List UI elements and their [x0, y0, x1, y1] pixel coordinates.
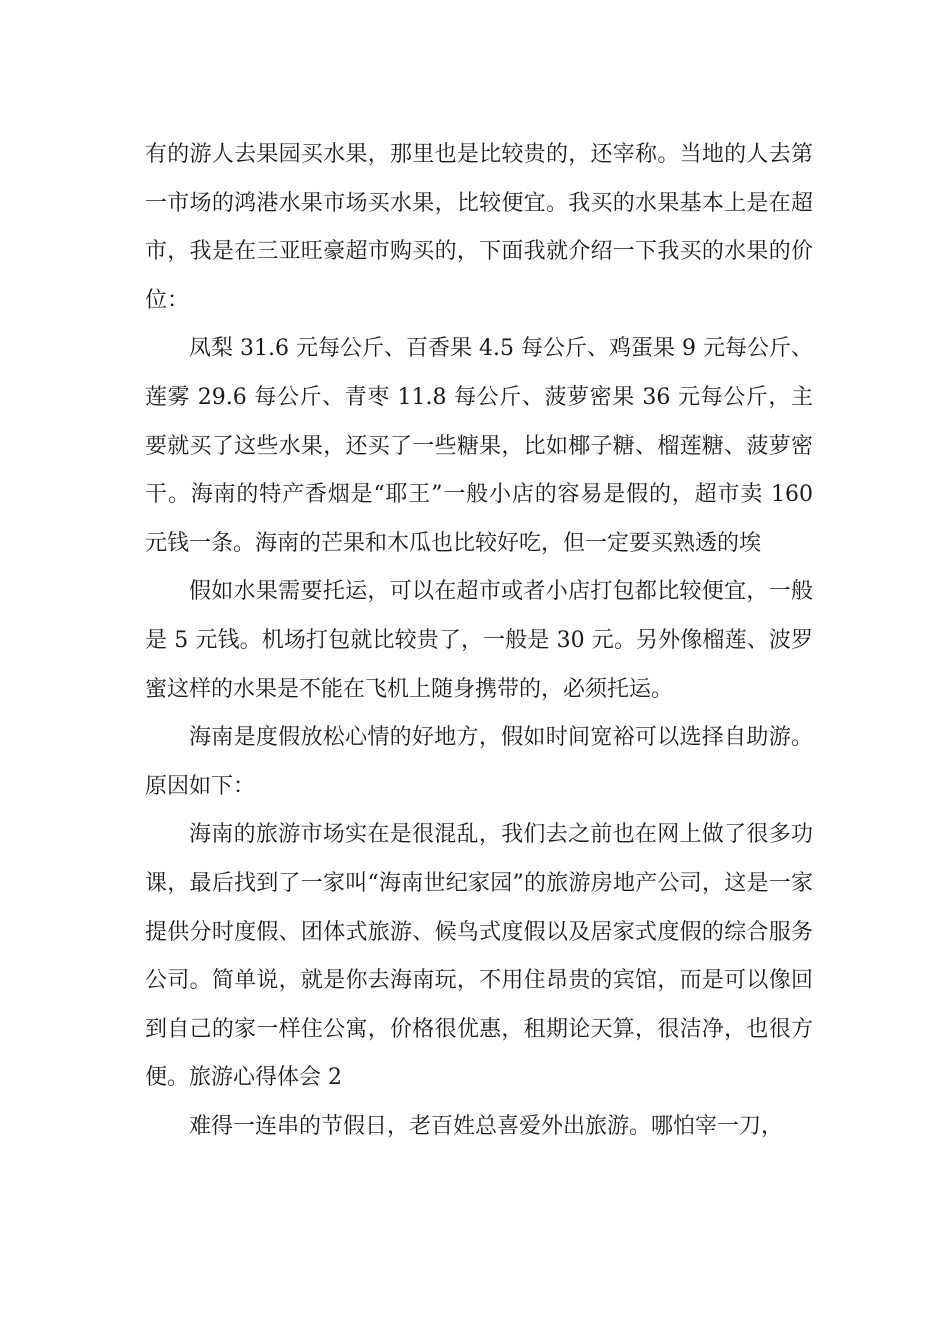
paragraph-shipping: 假如水果需要托运，可以在超市或者小店打包都比较便宜，一般是 5 元钱。机场打包就比较贵了，一般是 30 元。另外像榴莲、波罗蜜这样的水果是不能在飞机上随身携带的，必须托运。: [145, 579, 813, 702]
paragraph-fruit-prices: 凤梨 31.6 元每公斤、百香果 4.5 每公斤、鸡蛋果 9 元每公斤、莲雾 29.6 每公斤、青枣 11.8 每公斤、菠萝密果 36 元每公斤，主要就买了这些水果，还买了一些糖果，比如椰子糖、榴莲糖、菠萝密干。海南的特产香烟是“耶王”一般小店的容易是假的，超市卖 160 元钱一条。海南的芒果和木瓜也比较好吃，但一定要买熟透的埃: [145, 336, 813, 556]
document-body: [145, 131, 813, 1151]
paragraph-tourism-market: 海南的旅游市场实在是很混乱，我们去之前也在网上做了很多功课，最后找到了一家叫“海南世纪家园”的旅游房地产公司，这是一家提供分时度假、团体式旅游、候鸟式度假以及居家式度假的综合服务公司。简单说，就是你去海南玩，不用住昂贵的宾馆，而是可以像回到自己的家一样住公寓，价格很优惠，租期论天算，很洁净，也很方便。旅游心得体会 2: [145, 822, 813, 1091]
paragraph-holidays: 难得一连串的节假日，老百姓总喜爱外出旅游。哪怕宰一刀，: [189, 1113, 784, 1139]
paragraph-self-guided: 海南是度假放松心情的好地方，假如时间宽裕可以选择自助游。原因如下：: [145, 725, 813, 799]
paragraph-fruit-market: 有的游人去果园买水果，那里也是比较贵的，还宰称。当地的人去第一市场的鸿港水果市场买水果，比较便宜。我买的水果基本上是在超市，我是在三亚旺豪超市购买的，下面我就介绍一下我买的水果的价位：: [145, 142, 813, 313]
